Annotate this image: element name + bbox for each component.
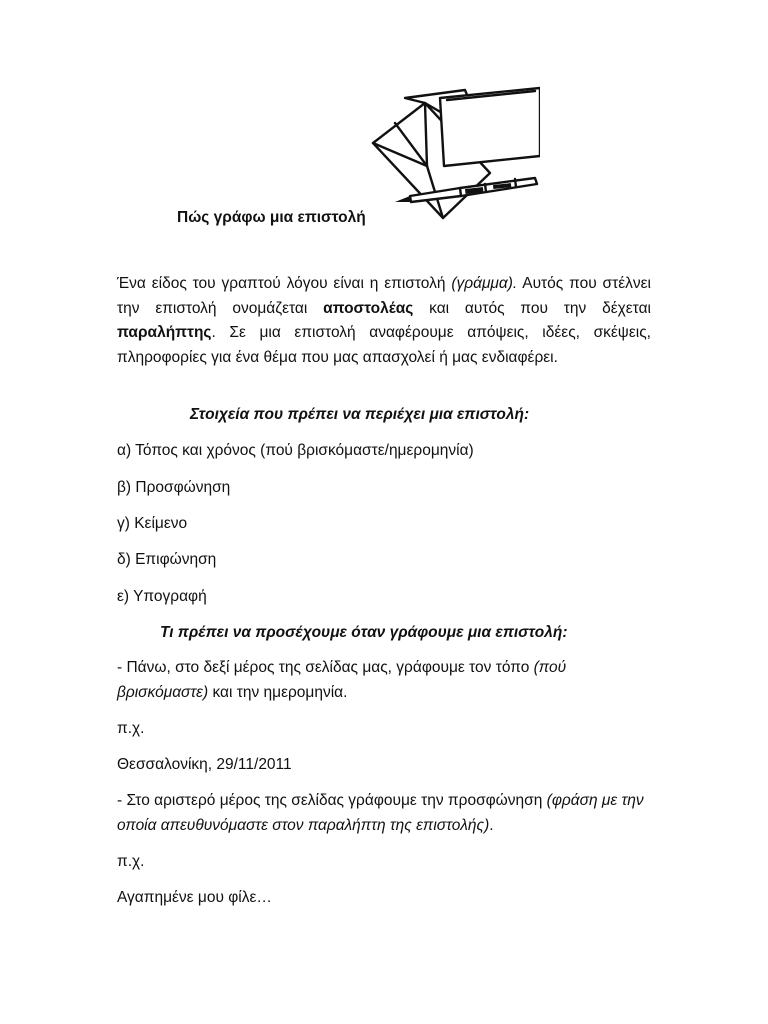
page-title: Πώς γράφω μια επιστολή xyxy=(177,209,366,226)
intro-paragraph: Ένα είδος του γραπτού λόγου είναι η επιστολή (γράμμα). Αυτός που στέλνει την επιστολή ονομάζεται αποστολέας και αυτός που την δέχεται παραλήπτης. Σε μια επιστολή αναφέρουμε απόψεις, ιδέες, σκέψεις, πληροφορίες για ένα θέμα που μας απασχολεί ή μας ενδιαφέρει. xyxy=(117,275,651,366)
tip-paragraph: - Πάνω, στο δεξί μέρος της σελίδας μας, γράφουμε τον τόπο (πού βρισκόμαστε) και την ημερομηνία. xyxy=(117,659,567,701)
list-item: γ) Κείμενο xyxy=(117,515,188,532)
example-text: Θεσσαλονίκη, 29/11/2011 xyxy=(117,756,292,773)
tip-paragraph: - Στο αριστερό μέρος της σελίδας γράφουμε την προσφώνηση (φράση με την οποία απευθυνόμαστε στον παραλήπτη της επιστολής). xyxy=(117,792,644,834)
example-text: Αγαπημένε μου φίλε… xyxy=(117,889,272,906)
list-item: ε) Υπογραφή xyxy=(117,588,207,605)
attention-heading: Τι πρέπει να προσέχουμε όταν γράφουμε μια επιστολή: xyxy=(160,624,568,641)
list-item: β) Προσφώνηση xyxy=(117,479,231,496)
example-label: π.χ. xyxy=(117,720,145,737)
list-item: α) Τόπος και χρόνος (πού βρισκόμαστε/ημερομηνία) xyxy=(117,442,474,459)
list-item: δ) Επιφώνηση xyxy=(117,551,217,568)
envelope-pen-illustration xyxy=(365,78,540,228)
example-label: π.χ. xyxy=(117,853,145,870)
elements-heading: Στοιχεία που πρέπει να περιέχει μια επιστολή: xyxy=(190,406,530,423)
